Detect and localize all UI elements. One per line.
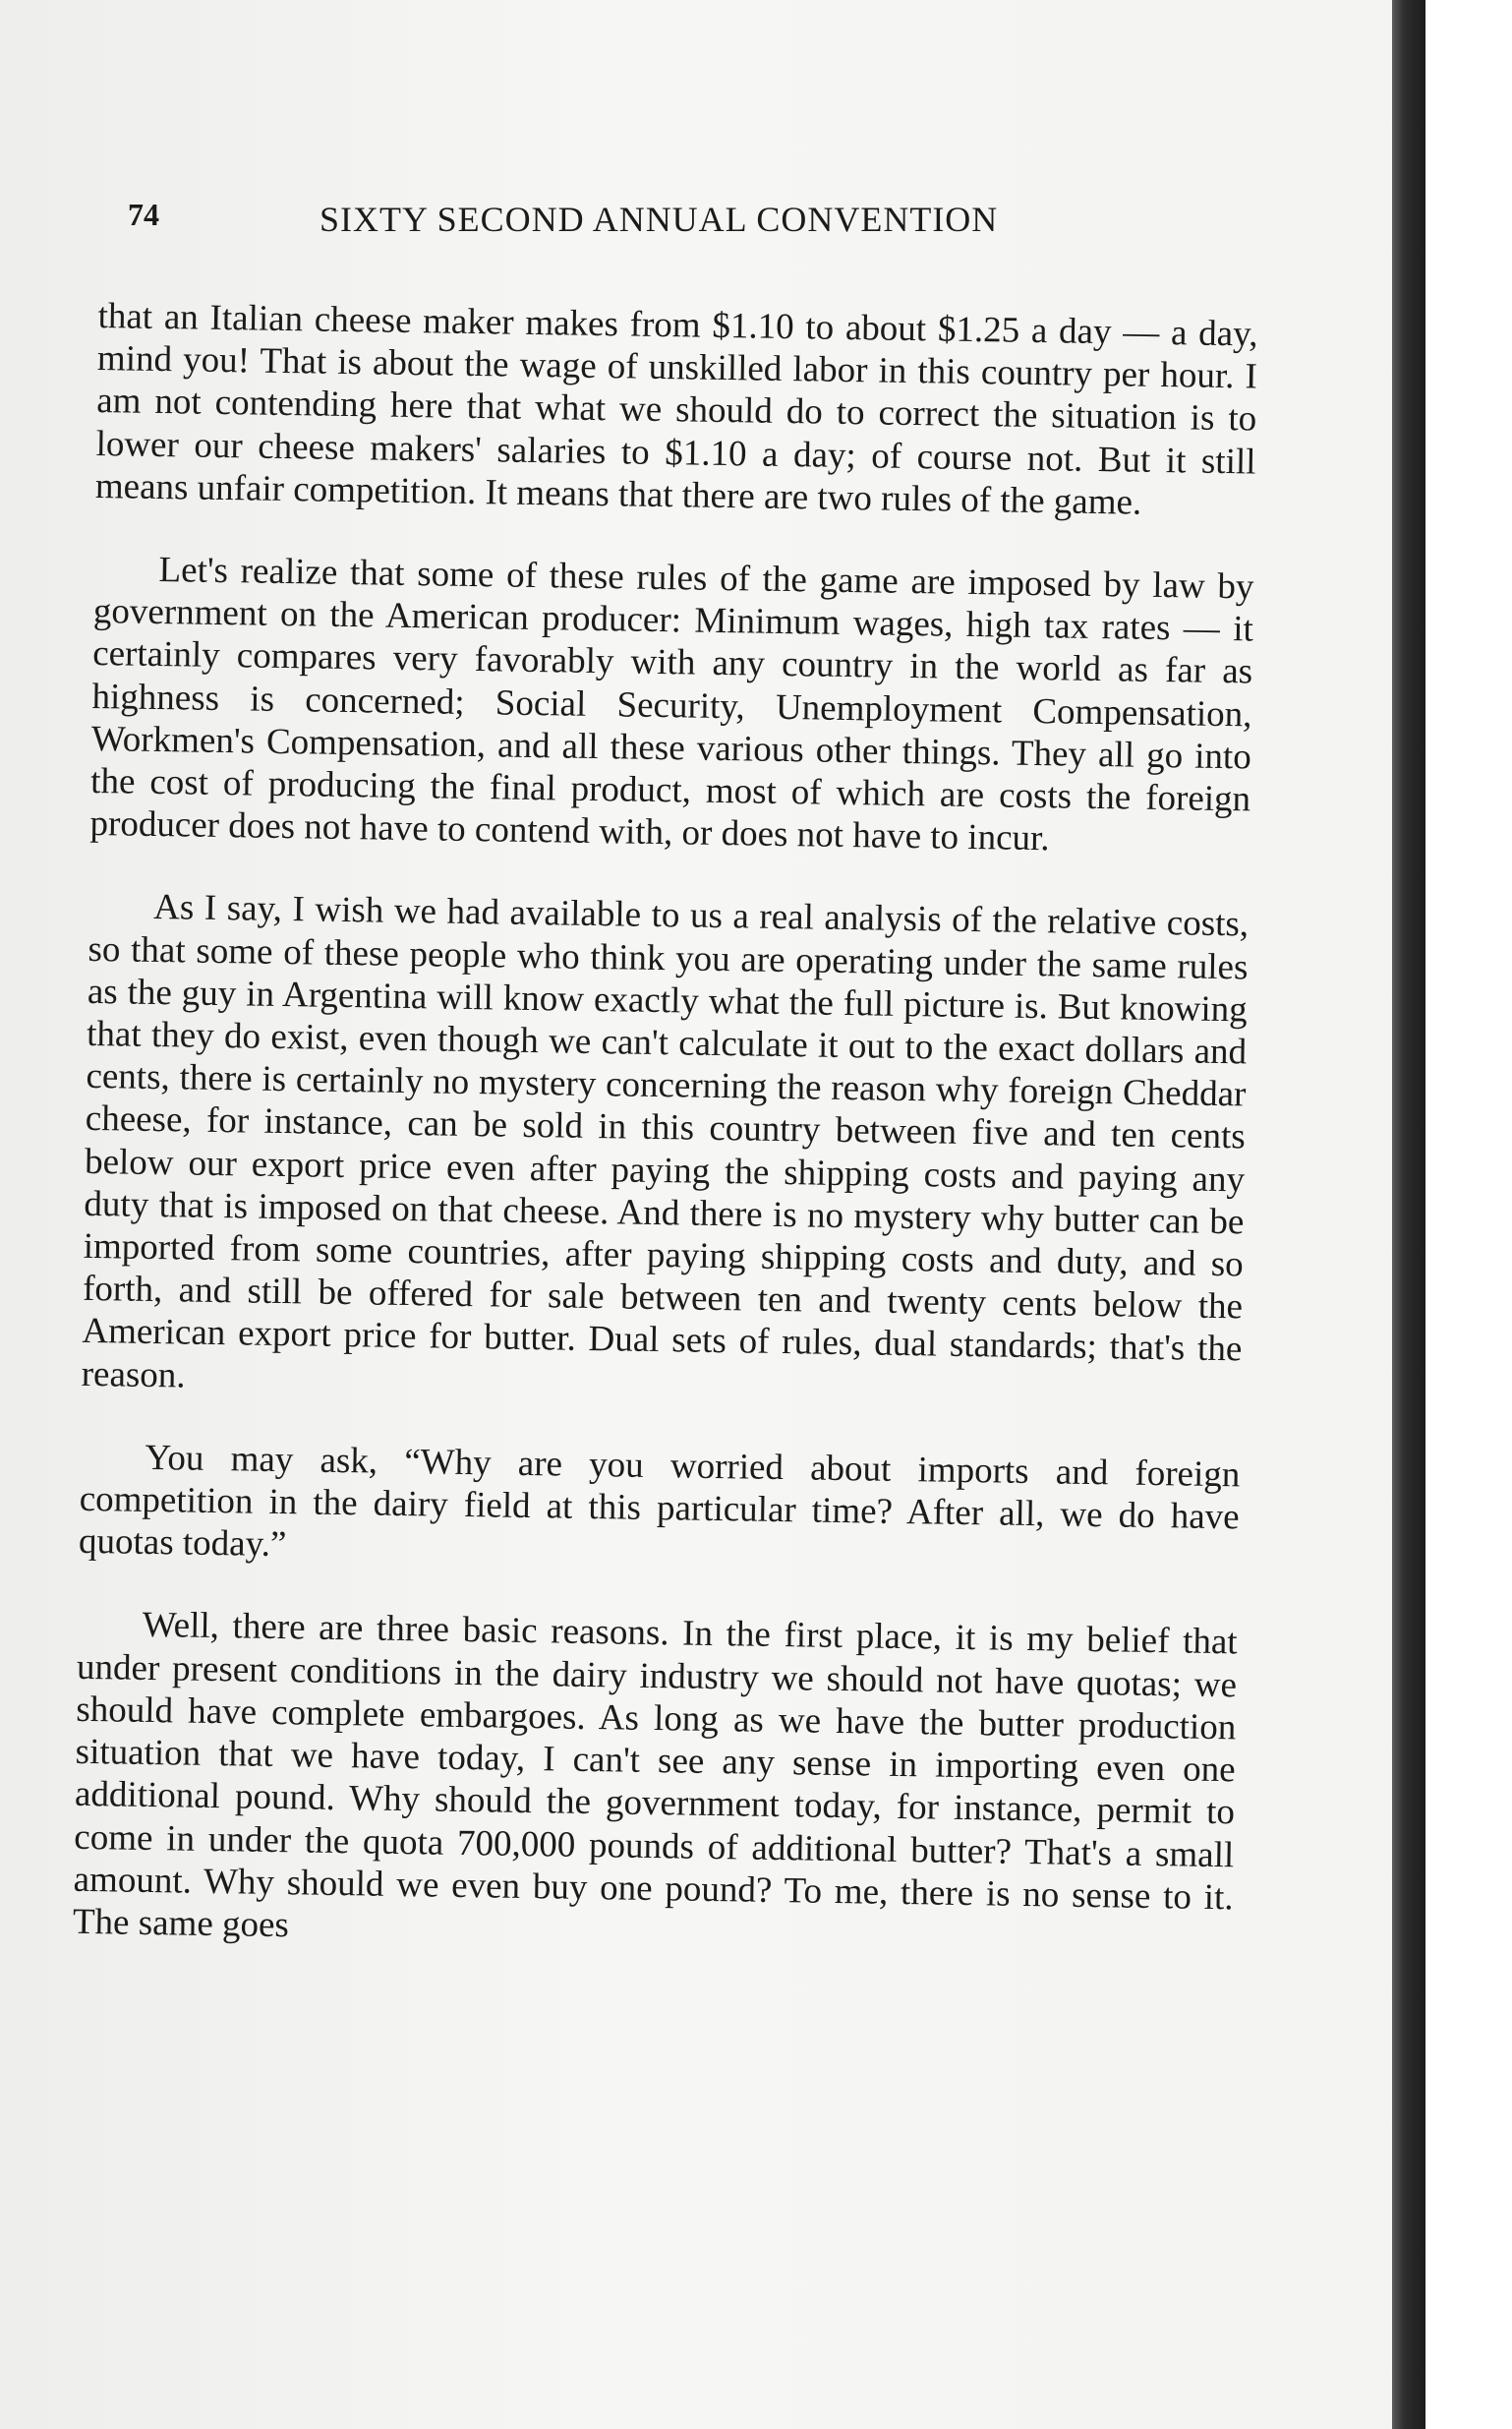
page-number: 74: [128, 197, 159, 232]
binding-shadow: [1392, 0, 1425, 2429]
page-header: [128, 197, 1062, 256]
page-margin-edge: [1425, 0, 1512, 2429]
paragraph-4: You may ask, “Why are you worried about imports and foreign competition in the dairy field at this particular time? After all, we do have quotas today.”: [78, 1437, 1241, 1566]
body-text: [72, 295, 1258, 2001]
paragraph-2: Let's realize that some of these rules of the game are imposed by law by government on the American producer: Minimum wages, high tax rates — it certainly compares very favorably with any country in the world as far as highness is concerned; Social Security, Unemployment Compensation, Workmen's Compensation, and all these various other things. They all go into the cost of producing the final product, most of which are costs the foreign producer does not have to contend with, or does not have to incur.: [89, 550, 1254, 859]
running-head: SIXTY SECOND ANNUAL CONVENTION: [320, 200, 999, 239]
paragraph-3: As I say, I wish we had available to us a real analysis of the relative costs, so that some of these people who think you are operating under the same rules as the guy in Argentina will know exactly what the full picture is. But knowing that they do exist, even though we can't calculate it out to the exact dollars and cents, there is certainly no mystery concerning the reason why foreign Cheddar cheese, for instance, can be sold in this country between five and ten cents below our export price even after paying the shipping costs and paying any duty that is imposed on that cheese. And there is no mystery why butter can be imported from some countries, after paying shipping costs and duty, and so forth, and still be offered for sale between ten and twenty cents below the American export price for butter. Dual sets of rules, dual standards; that's the reason.: [81, 887, 1250, 1396]
paragraph-5: Well, there are three basic reasons. In the first place, it is my belief that under present conditions in the dairy industry we should not have quotas; we should have complete embargoes. As long as we have the butter production situation that we have today, I can't see any sense in importing even one additional pound. Why should the government today, for instance, permit to come in under the quota 700,000 pounds of additional butter? That's a small amount. Why should we even buy one pound? To me, there is no sense to it. The same goes: [72, 1605, 1238, 1946]
paragraph-1: that an Italian cheese maker makes from $1.10 to about $1.25 a day — a day, mind you! That is about the wage of unskilled labor in this country per hour. I am not contending here that what we should do to correct the situation is to lower our cheese makers' salaries to $1.10 a day; of course not. But it still means unfair competition. It means that there are two rules of the game.: [94, 295, 1258, 523]
